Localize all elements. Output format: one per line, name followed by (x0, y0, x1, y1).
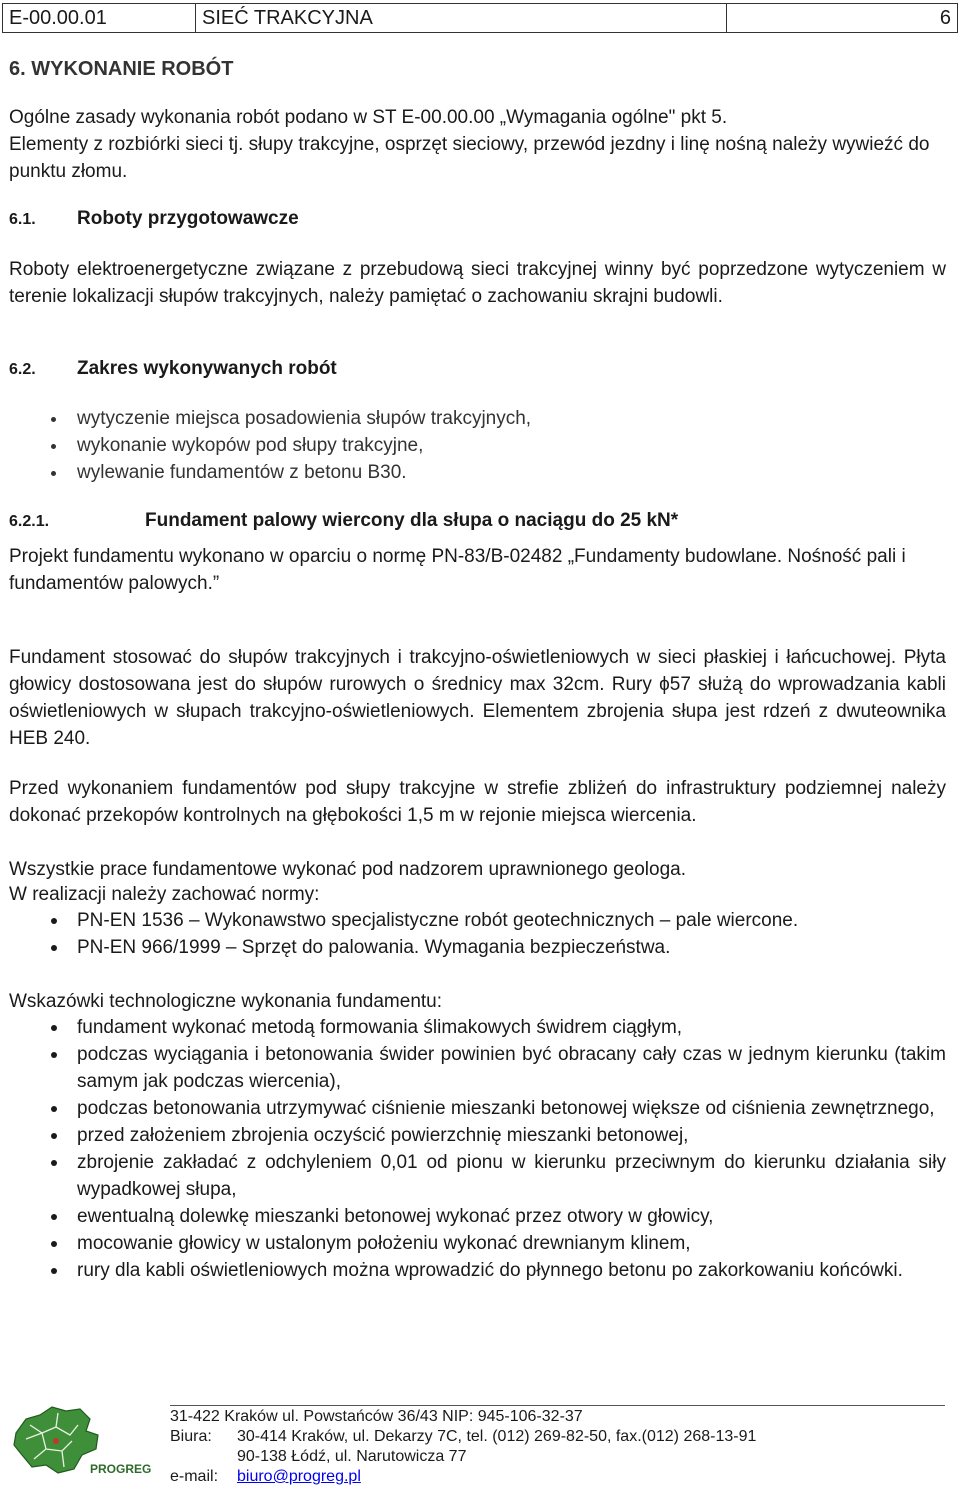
footer-offices-label: Biura: (170, 1428, 212, 1445)
document-code: E-00.00.01 (3, 4, 196, 33)
subsection-title: Roboty przygotowawcze (77, 208, 299, 229)
list-item: wylewanie fundamentów z betonu B30. (0, 459, 946, 486)
bullet-icon (51, 444, 56, 449)
bullet-icon (51, 471, 56, 476)
norms-intro-paragraph: W realizacji należy zachować normy: (9, 884, 320, 905)
norms-list (0, 907, 946, 961)
subsection-number: 6.2.1. (9, 513, 50, 530)
foundation-usage-paragraph: Fundament stosować do słupów trakcyjnych i trakcyjno-oświetleniowych w sieci płaskiej i łańcuchowej. Płyta głowicy dostosowana jest do słupów rurowych o średnicy max 32cm. Rury ϕ57 służą do wprowadzania kabli oświetleniowych w słupach trakcyjno-oświetleniowych. Elementem zbrojenia słupa jest rdzeń z dwuteownika HEB 240. (9, 647, 946, 749)
subsection-6-2-heading (9, 356, 946, 383)
footer-email-label: e-mail: (170, 1468, 219, 1485)
bullet-icon (51, 918, 57, 924)
subsection-6-1-text: Roboty elektroenergetyczne związane z przebudową sieci trakcyjnej winny być poprzedzone wytyczeniem w terenie lokalizacji słupów trakcyjnych, należy pamiętać o zachowaniu skrajni budowli. (9, 259, 946, 307)
subsection-number: 6.1. (9, 211, 36, 228)
list-item: ewentualną dolewkę mieszanki betonowej wykonać przez otwory w głowicy, (0, 1203, 946, 1230)
list-item: fundament wykonać metodą formowania ślimakowych świdrem ciągłym, (0, 1014, 946, 1041)
section-title: 6. WYKONANIE ROBÓT (9, 58, 234, 80)
technology-guidelines-heading: Wskazówki technologiczne wykonania fundamentu: (9, 991, 443, 1012)
geologist-supervision-paragraph: Wszystkie prace fundamentowe wykonać pod nadzorem uprawnionego geologa. (9, 859, 687, 880)
email-link[interactable]: biuro@progreg.pl (237, 1468, 361, 1485)
bullet-icon (51, 1025, 57, 1031)
subsection-6-1-heading (9, 206, 946, 233)
subsection-title: Fundament palowy wiercony dla słupa o naciągu do 25 kN* (145, 510, 679, 531)
list-item: wykonanie wykopów pod słupy trakcyjne, (0, 432, 946, 459)
foundation-standard-paragraph: Projekt fundamentu wykonano w oparciu o normę PN-83/B-02482 „Fundamenty budowlane. Nośność pali i fundamentów palowych.” (9, 546, 906, 594)
intro-paragraph-2: Elementy z rozbiórki sieci tj. słupy trakcyjne, osprzęt sieciowy, przewód jezdny i linę nośną należy wywieźć do punktu złomu. (9, 134, 930, 182)
subsection-title: Zakres wykonywanych robót (77, 358, 337, 379)
control-trenches-paragraph: Przed wykonaniem fundamentów pod słupy trakcyjne w strefie zbliżeń do infrastruktury podziemnej należy dokonać przekopów kontrolnych na głębokości 1,5 m w rejonie miejsca wiercenia. (9, 778, 946, 826)
subsection-6-2-1-heading (9, 508, 946, 535)
bullet-icon (51, 1214, 57, 1220)
footer-email-wrapper (237, 1467, 361, 1487)
list-item: PN-EN 966/1999 – Sprzęt do palowania. Wymagania bezpieczeństwa. (0, 934, 946, 961)
list-item: mocowanie głowicy w ustalonym położeniu wykonać drewnianym klinem, (0, 1230, 946, 1257)
bullet-icon (51, 1268, 57, 1274)
list-item: PN-EN 1536 – Wykonawstwo specjalistyczne robót geotechnicznych – pale wiercone. (0, 907, 946, 934)
page-number: 6 (727, 4, 958, 33)
document-header (2, 3, 958, 33)
footer-address: 31-422 Kraków ul. Powstańców 36/43 NIP: 945-106-32-37 (170, 1408, 583, 1425)
technology-guidelines-list (0, 1014, 946, 1284)
logo-label: PROGREG (90, 1462, 152, 1476)
subsection-number: 6.2. (9, 361, 36, 378)
footer-divider (170, 1405, 945, 1406)
bullet-icon (51, 1106, 57, 1112)
intro-paragraph-1: Ogólne zasady wykonania robót podano w ST E-00.00.00 „Wymagania ogólne" pkt 5. (9, 107, 728, 128)
list-item: przed założeniem zbrojenia oczyścić powierzchnię mieszanki betonowej, (0, 1122, 946, 1149)
works-scope-list (0, 405, 946, 486)
footer-office-lodz: 90-138 Łódź, ul. Narutowicza 77 (237, 1448, 467, 1465)
bullet-icon (51, 1133, 57, 1139)
list-item: wytyczenie miejsca posadowienia słupów trakcyjnych, (0, 405, 946, 432)
bullet-icon (51, 1241, 57, 1247)
bullet-icon (51, 1160, 57, 1166)
bullet-icon (51, 417, 56, 422)
list-item: rury dla kabli oświetleniowych można wprowadzić do płynnego betonu po zakorkowaniu końcówki. (0, 1257, 946, 1284)
footer-office-krakow: 30-414 Kraków, ul. Dekarzy 7C, tel. (012) 269-82-50, fax.(012) 268-13-91 (237, 1428, 757, 1445)
bullet-icon (51, 1052, 57, 1058)
bullet-icon (51, 945, 57, 951)
list-item: podczas betonowania utrzymywać ciśnienie mieszanki betonowej większe od ciśnienia zewnętrznego, (0, 1095, 946, 1122)
document-title: SIEĆ TRAKCYJNA (196, 4, 727, 33)
list-item: podczas wyciągania i betonowania świder powinien być obracany cały czas w jednym kierunku (takim samym jak podczas wiercenia), (0, 1041, 946, 1095)
list-item: zbrojenie zakładać z odchyleniem 0,01 od pionu w kierunku przeciwnym do kierunku działania siły wypadkowej słupa, (0, 1149, 946, 1203)
